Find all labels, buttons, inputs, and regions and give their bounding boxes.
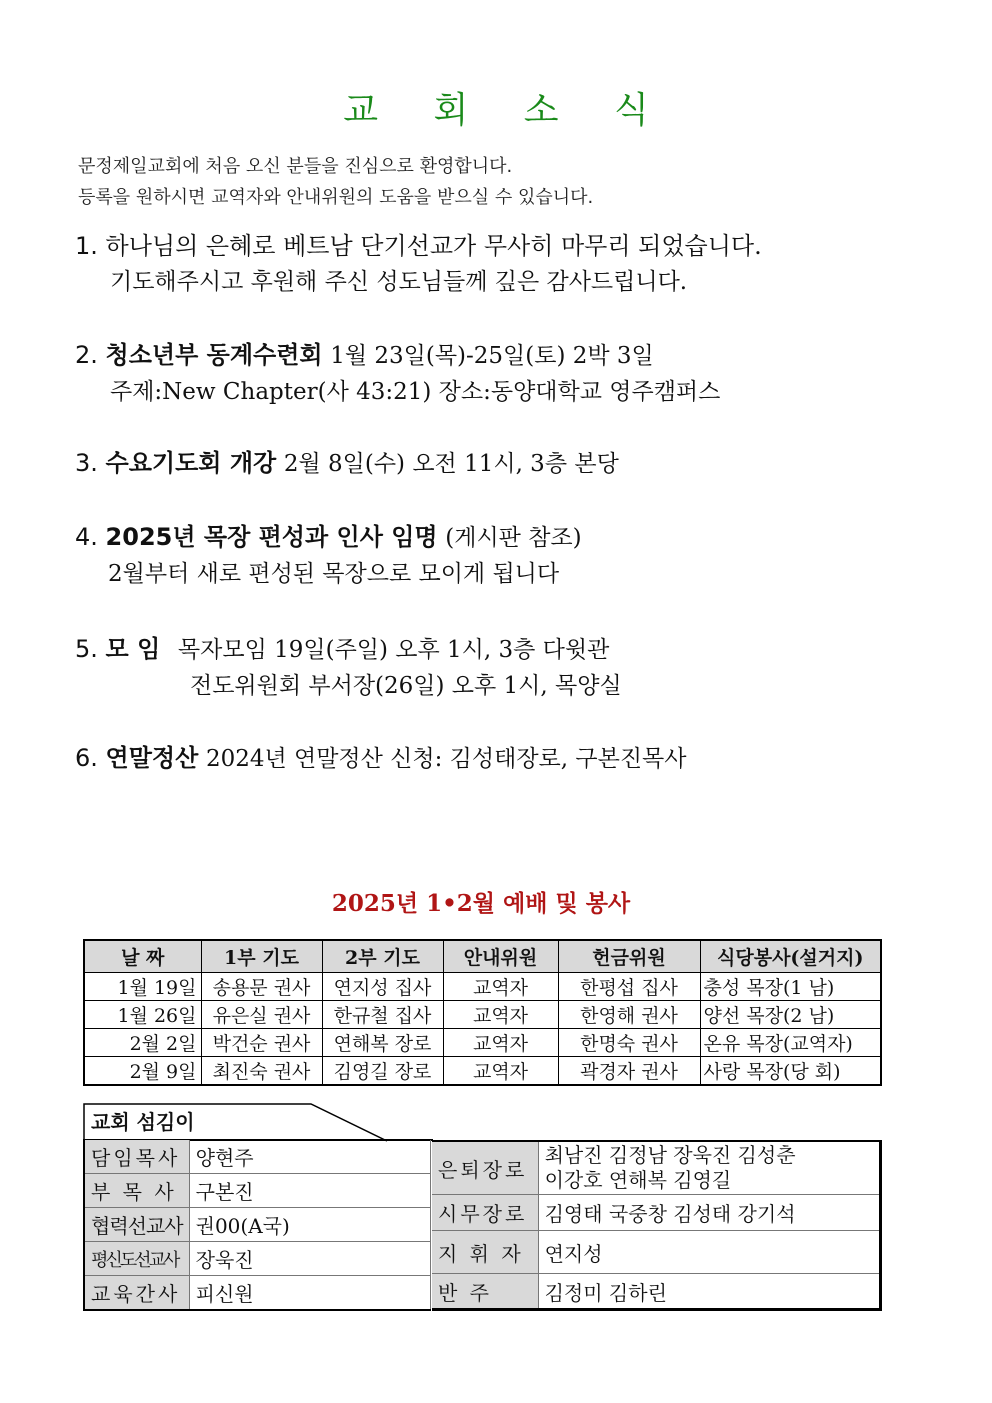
cell: 최진숙 권사	[201, 1057, 322, 1086]
news-item-5	[75, 631, 622, 704]
news-item-6	[75, 740, 686, 777]
staff-row	[84, 1208, 431, 1242]
staff-role: 지 휘 자	[432, 1231, 538, 1274]
item-number: 2.	[75, 341, 98, 369]
staff-row	[84, 1276, 431, 1311]
item-subtext: 기도해주시고 후원해 주신 성도님들께 깊은 감사드립니다.	[110, 269, 688, 295]
staff-role: 협력선교사	[84, 1208, 189, 1242]
news-item-2	[75, 337, 720, 410]
item-subtext: 주제:New Chapter(사 43:21) 장소:동양대학교 영주캠퍼스	[110, 379, 721, 405]
item-heading: 청소년부 동계수련회	[105, 341, 323, 369]
item-number: 3.	[75, 449, 98, 477]
staff-role: 교육간사	[84, 1276, 189, 1311]
schedule-header-row	[84, 940, 881, 973]
header-prayer-2: 2부 기도	[322, 940, 443, 973]
item-text: 1월 23일(목)-25일(토) 2박 3일	[330, 343, 654, 369]
date-cell: 2월 2일	[84, 1029, 201, 1057]
item-heading: 2025년 목장 편성과 인사 임명	[105, 523, 438, 551]
item-number: 5.	[75, 635, 98, 663]
cell: 연해복 장로	[322, 1029, 443, 1057]
staff-names-line: 최남진 김정남 장욱진 김성춘	[544, 1143, 796, 1167]
header-usher: 안내위원	[443, 940, 558, 973]
staff-role: 부 목 사	[84, 1174, 189, 1208]
header-offering: 헌금위원	[558, 940, 700, 973]
item-number: 6.	[75, 744, 98, 772]
cell: 양선 목장(2 남)	[700, 1001, 881, 1029]
page-title: 교 회 소 식	[343, 90, 671, 131]
item-heading: 수요기도회 개강	[105, 449, 277, 477]
date-cell: 2월 9일	[84, 1057, 201, 1086]
cell: 교역자	[443, 1001, 558, 1029]
header-prayer-1: 1부 기도	[201, 940, 322, 973]
item-number: 1.	[75, 232, 98, 260]
cell: 연지성 집사	[322, 973, 443, 1001]
cell: 사랑 목장(당 회)	[700, 1057, 881, 1086]
item-number: 4.	[75, 523, 98, 551]
cell: 한명숙 권사	[558, 1029, 700, 1057]
staff-names: 연지성	[538, 1231, 880, 1274]
staff-names-line: 이강호 연해복 김영길	[544, 1168, 732, 1192]
staff-name: 장욱진	[189, 1242, 430, 1276]
cell: 박건순 권사	[201, 1029, 322, 1057]
cell: 한평섭 집사	[558, 973, 700, 1001]
staff-row	[84, 1242, 431, 1276]
item-text: (게시판 참조)	[445, 525, 582, 551]
header-kitchen: 식당봉사(설거지)	[700, 940, 881, 973]
staff-row	[432, 1231, 881, 1274]
cell: 유은실 권사	[201, 1001, 322, 1029]
schedule-table	[83, 939, 882, 1086]
staff-name: 구본진	[189, 1174, 430, 1208]
item-subtext: 2월부터 새로 편성된 목장으로 모이게 됩니다	[108, 561, 560, 587]
staff-row	[84, 1174, 431, 1208]
staff-row	[432, 1141, 881, 1195]
date-cell: 1월 19일	[84, 973, 201, 1001]
staff-row	[432, 1274, 881, 1310]
cell: 곽경자 권사	[558, 1057, 700, 1086]
item-subtext: 전도위원회 부서장(26일) 오후 1시, 목양실	[190, 673, 622, 699]
cell: 교역자	[443, 973, 558, 1001]
cell: 김영길 장로	[322, 1057, 443, 1086]
staff-right-table	[432, 1140, 882, 1311]
item-heading: 연말정산	[105, 744, 199, 772]
staff-left-table	[83, 1140, 431, 1311]
news-item-1	[75, 228, 762, 300]
staff-role: 반 주	[432, 1274, 538, 1310]
staff-role: 평신도선교사	[84, 1242, 189, 1276]
staff-label: 교회 섬김이	[91, 1110, 195, 1134]
staff-name: 권00(A국)	[189, 1208, 430, 1242]
welcome-line-1: 문정제일교회에 처음 오신 분들을 진심으로 환영합니다.	[78, 156, 513, 177]
cell: 한영해 권사	[558, 1001, 700, 1029]
staff-role: 시무장로	[432, 1195, 538, 1231]
staff-names: 김정미 김하린	[544, 1280, 667, 1305]
cell: 온유 목장(교역자)	[700, 1029, 881, 1057]
table-row	[84, 973, 881, 1001]
item-heading: 모 임	[105, 635, 161, 663]
staff-name: 양현주	[189, 1140, 430, 1174]
header-date: 날 짜	[84, 940, 201, 973]
staff-role: 담임목사	[84, 1140, 189, 1174]
welcome-line-2: 등록을 원하시면 교역자와 안내위원의 도움을 받으실 수 있습니다.	[78, 187, 594, 208]
cell: 충성 목장(1 남)	[700, 973, 881, 1001]
item-text: 2024년 연말정산 신청: 김성태장로, 구본진목사	[205, 746, 687, 772]
table-row	[84, 1001, 881, 1029]
staff-names: 김영태 국중창 김성태 강기석	[538, 1195, 880, 1231]
news-item-4	[75, 519, 582, 592]
item-text: 목자모임 19일(주일) 오후 1시, 3층 다윗관	[177, 637, 610, 663]
staff-row	[432, 1195, 881, 1231]
staff-names	[538, 1141, 880, 1195]
cell: 한규철 집사	[322, 1001, 443, 1029]
item-text: 하나님의 은혜로 베트남 단기선교가 무사히 마무리 되었습니다.	[105, 232, 762, 260]
table-row	[84, 1057, 881, 1086]
cell: 송용문 권사	[201, 973, 322, 1001]
staff-name: 피신원	[195, 1282, 254, 1306]
staff-role: 은퇴장로	[432, 1141, 538, 1195]
date-cell: 1월 26일	[84, 1001, 201, 1029]
table-row	[84, 1029, 881, 1057]
news-item-3	[75, 445, 619, 482]
cell: 교역자	[443, 1057, 558, 1086]
staff-row	[84, 1140, 431, 1174]
cell: 교역자	[443, 1029, 558, 1057]
schedule-title: 2025년 1•2월 예배 및 봉사	[331, 890, 631, 917]
item-text: 2월 8일(수) 오전 11시, 3층 본당	[283, 451, 619, 477]
